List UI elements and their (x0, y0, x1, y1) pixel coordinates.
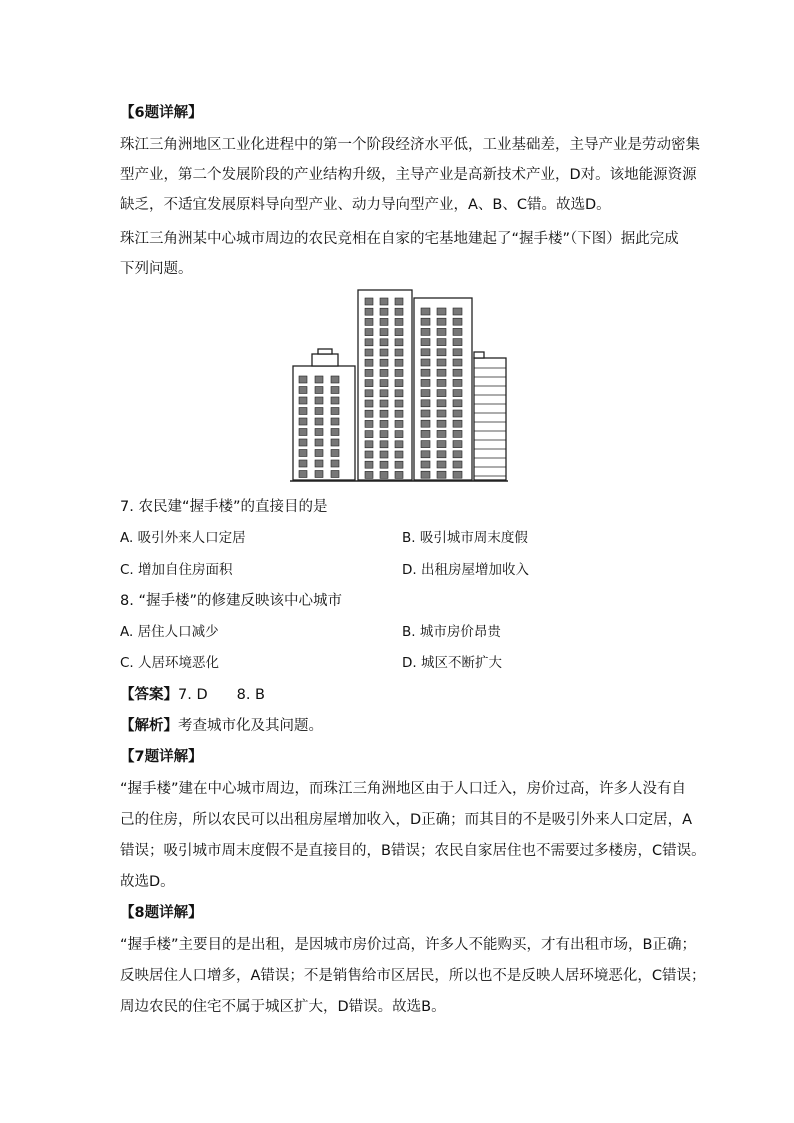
window (365, 318, 373, 325)
window (315, 450, 323, 457)
window (453, 318, 462, 325)
q8-option-d: D. 城区不断扩大 (402, 655, 502, 671)
window (380, 380, 388, 387)
window (453, 308, 462, 315)
window (453, 328, 462, 335)
window (395, 308, 403, 315)
window (395, 298, 403, 305)
window (395, 380, 403, 387)
window (395, 369, 403, 376)
answer-text: 7. D 8. B (178, 687, 265, 703)
window (453, 430, 462, 437)
window (437, 420, 446, 427)
window (331, 460, 339, 467)
window (380, 339, 388, 346)
window (365, 298, 373, 305)
window (299, 450, 307, 457)
window (299, 376, 307, 383)
window (421, 359, 430, 366)
window (331, 387, 339, 394)
window (395, 359, 403, 366)
window (299, 471, 307, 478)
window (315, 439, 323, 446)
section-heading-q6: 【6题详解】 (120, 105, 203, 121)
text-line: 周边农民的住宅不属于城区扩大，D错误。故选B。 (120, 999, 446, 1015)
window (453, 349, 462, 356)
window (395, 441, 403, 448)
window (395, 349, 403, 356)
window (365, 441, 373, 448)
text-line: 反映居住人口增多，A错误；不是销售给市区居民，所以也不是反映人居环境恶化，C错误； (120, 968, 706, 984)
window (365, 339, 373, 346)
window (380, 400, 388, 407)
window (453, 461, 462, 468)
q7-option-c: C. 增加自住房面积 (120, 562, 233, 578)
window (437, 379, 446, 386)
window (437, 441, 446, 448)
window (453, 400, 462, 407)
window (331, 471, 339, 478)
window (380, 451, 388, 458)
window (395, 318, 403, 325)
window (453, 369, 462, 376)
window (421, 471, 430, 478)
window (437, 339, 446, 346)
window (299, 397, 307, 404)
window (421, 430, 430, 437)
window (365, 329, 373, 336)
window (421, 339, 430, 346)
window (365, 359, 373, 366)
q7-option-b: B. 吸引城市周末度假 (402, 530, 528, 546)
window (331, 397, 339, 404)
window (299, 387, 307, 394)
window (299, 460, 307, 467)
answer-line (120, 685, 265, 705)
window (380, 349, 388, 356)
window (380, 471, 388, 478)
window (453, 471, 462, 478)
window (331, 429, 339, 436)
window (421, 461, 430, 468)
window (395, 329, 403, 336)
window (331, 439, 339, 446)
window (365, 380, 373, 387)
window (365, 420, 373, 427)
window (437, 430, 446, 437)
window (380, 410, 388, 417)
window (421, 400, 430, 407)
window (421, 328, 430, 335)
section-heading-q7: 【7题详解】 (120, 749, 203, 765)
window (380, 359, 388, 366)
window (437, 359, 446, 366)
question-8-stem: 8. “握手楼”的修建反映该中心城市 (120, 593, 342, 609)
window (331, 418, 339, 425)
window (421, 379, 430, 386)
window (315, 471, 323, 478)
window (380, 329, 388, 336)
window (365, 369, 373, 376)
window (421, 308, 430, 315)
window (421, 390, 430, 397)
window (437, 451, 446, 458)
text-line: 珠江三角洲地区工业化进程中的第一个阶段经济水平低，工业基础差，主导产业是劳动密集 (120, 137, 700, 153)
window (395, 451, 403, 458)
q8-option-b: B. 城市房价昂贵 (402, 624, 501, 640)
text-line: 缺乏，不适宜发展原料导向型产业、动力导向型产业，A、B、C错。故选D。 (120, 197, 611, 213)
window (380, 318, 388, 325)
window (299, 418, 307, 425)
window (380, 390, 388, 397)
window (395, 431, 403, 438)
window (395, 461, 403, 468)
window (453, 379, 462, 386)
window (365, 410, 373, 417)
window (380, 308, 388, 315)
analysis-text: 考查城市化及其问题。 (178, 718, 323, 734)
window (421, 420, 430, 427)
window (421, 451, 430, 458)
window (421, 410, 430, 417)
window (315, 397, 323, 404)
window (437, 328, 446, 335)
window (380, 441, 388, 448)
window (453, 390, 462, 397)
window (421, 441, 430, 448)
window (365, 400, 373, 407)
window (365, 431, 373, 438)
window (395, 420, 403, 427)
window (437, 369, 446, 376)
window (299, 408, 307, 415)
window (365, 349, 373, 356)
window (453, 451, 462, 458)
window (365, 461, 373, 468)
window (395, 410, 403, 417)
window (453, 441, 462, 448)
handshake-buildings-figure (290, 288, 508, 484)
window (421, 349, 430, 356)
window (315, 387, 323, 394)
window (315, 376, 323, 383)
text-line: “握手楼”建在中心城市周边，而珠江三角洲地区由于人口迁入，房价过高，许多人没有自 (120, 781, 687, 797)
text-line: 珠江三角洲某中心城市周边的农民竞相在自家的宅基地建起了“握手楼”（下图）据此完成 (120, 231, 679, 247)
window (437, 390, 446, 397)
window (315, 418, 323, 425)
window (395, 390, 403, 397)
text-line: 故选D。 (120, 874, 175, 890)
window (299, 439, 307, 446)
window (395, 400, 403, 407)
text-line: 错误；吸引城市周末度假不是直接目的，B错误；农民自家居住也不需要过多楼房，C错误。 (120, 843, 706, 859)
window (453, 339, 462, 346)
text-line: 型产业，第二个发展阶段的产业结构升级，主导产业是高新技术产业，D对。该地能源资源 (120, 167, 697, 183)
analysis-label: 【解析】 (120, 718, 178, 734)
window (453, 410, 462, 417)
question-7-stem: 7. 农民建“握手楼”的直接目的是 (120, 499, 328, 515)
window (315, 460, 323, 467)
window (395, 471, 403, 478)
window (437, 400, 446, 407)
q7-option-d: D. 出租房屋增加收入 (402, 562, 529, 578)
text-line: 下列问题。 (120, 261, 193, 277)
text-line: 己的住房，所以农民可以出租房屋增加收入，D正确；而其目的不是吸引外来人口定居，A (120, 812, 693, 828)
analysis-line (120, 716, 323, 736)
window (437, 471, 446, 478)
window (380, 461, 388, 468)
window (437, 349, 446, 356)
window (453, 359, 462, 366)
q7-option-a: A. 吸引外来人口定居 (120, 530, 246, 546)
window (380, 420, 388, 427)
window (453, 420, 462, 427)
window (395, 339, 403, 346)
window (315, 408, 323, 415)
section-heading-q8: 【8题详解】 (120, 905, 203, 921)
q8-option-c: C. 人居环境恶化 (120, 655, 220, 671)
window (437, 461, 446, 468)
window (437, 318, 446, 325)
window (365, 451, 373, 458)
window (380, 431, 388, 438)
window (437, 410, 446, 417)
window (365, 390, 373, 397)
window (331, 408, 339, 415)
window (437, 308, 446, 315)
window (331, 450, 339, 457)
text-line: “握手楼”主要目的是出租，是因城市房价过高，许多人不能购买，才有出租市场，B正确； (120, 937, 696, 953)
window (315, 429, 323, 436)
window (299, 429, 307, 436)
window (421, 318, 430, 325)
window (421, 369, 430, 376)
answer-label: 【答案】 (120, 687, 178, 703)
window (365, 471, 373, 478)
window (380, 298, 388, 305)
window (365, 308, 373, 315)
q8-option-a: A. 居住人口减少 (120, 624, 219, 640)
window (380, 369, 388, 376)
building-back (474, 358, 506, 480)
window (331, 376, 339, 383)
